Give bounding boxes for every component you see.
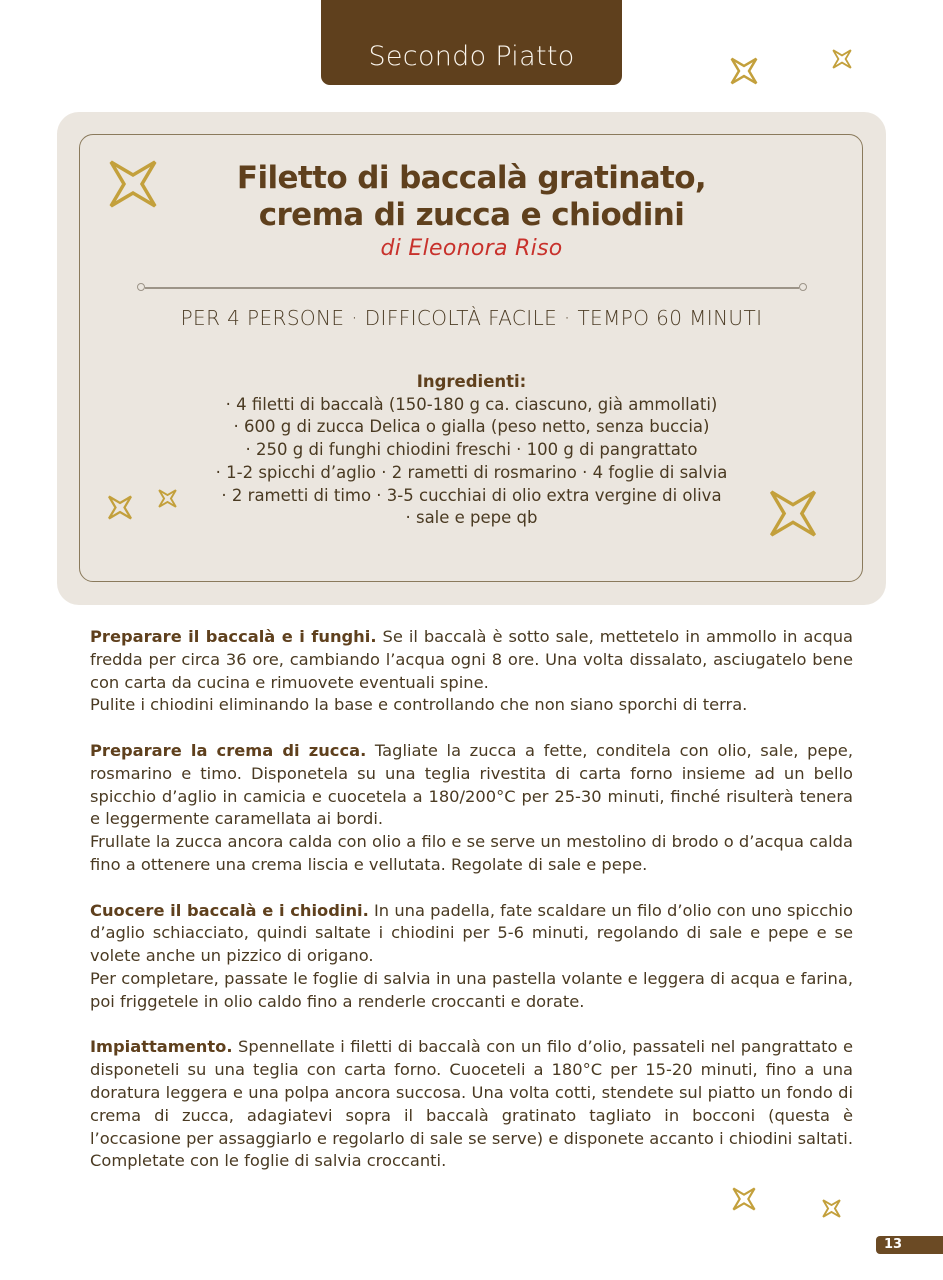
ingredient-line: · 600 g di zucca Delica o gialla (peso netto, senza buccia): [233, 417, 710, 437]
ingredient-line: · 1-2 spicchi d’aglio · 2 rametti di rosmarino · 4 foglie di salvia: [215, 462, 728, 482]
section-label: Secondo Piatto: [368, 41, 575, 72]
ingredient-line: · 2 rametti di timo · 3-5 cucchiai di olio extra vergine di oliva: [221, 485, 722, 505]
step-text: Tagliate la zucca a fette, conditela con olio, sale, pepe, rosmarino e timo. Disponetela su una teglia rivestita di carta forno insieme ad un bello spicchio d’aglio in camicia e cuocetela a 180/200°C per 25-30 minuti, finché risulterà tenera e leggermente caramellata ai bordi.: [90, 740, 853, 829]
step-text: Spennellate i filetti di baccalà con un filo d’olio, passateli nel pangrattato e disponeteli su una teglia con carta forno. Cuoceteli a 180°C per 15-20 minuti, fino a una doratura leggera e una polpa ancora succosa. Una volta cotti, stendete sul piatto un fondo di crema di zucca, adagiatevi sopra il baccalà gratinato tagliato in bocconi (questa è l’occasione per assaggiarlo e regolarlo di sale se serve) e disponete accanto i chiodini saltati. Completate con le foglie di salvia croccanti.: [90, 1037, 853, 1171]
star-icon: [822, 1199, 841, 1218]
step-text-continued: Frullate la zucca ancora calda con olio a filo e se serve un mestolino di brodo o d’acqua calda fino a ottenere una crema liscia e vellutata. Regolate di sale e pepe.: [90, 832, 853, 874]
star-icon: [832, 49, 852, 69]
step-text: In una padella, fate scaldare un filo d’olio con uno spicchio d’aglio schiacciato, quindi saltate i chiodini per 5-6 minuti, regolando di sale e pepe e se volete anche un pizzico di origano.: [90, 900, 853, 966]
step-heading: Cuocere il baccalà e i chiodini.: [90, 900, 369, 920]
ingredients-list: [0, 371, 943, 530]
recipe-author: di Eleonora Riso: [380, 236, 563, 261]
divider-line: [145, 287, 799, 289]
recipe-title: [0, 160, 943, 234]
step-heading: Preparare il baccalà e i funghi.: [90, 627, 377, 646]
step-heading: Preparare la crema di zucca.: [90, 740, 367, 760]
recipe-meta: PER 4 PERSONE · DIFFICOLTÀ FACILE · TEMPO 60 MINUTI: [180, 306, 763, 330]
step-text: Se il baccalà è sotto sale, mettetelo in ammollo in acqua fredda per circa 36 ore, cambiando l’acqua ogni 8 ore. Una volta dissalato, asciugatelo bene con carta da cucina e rimuovete eventuali spine.: [90, 627, 853, 692]
step-paragraph: [90, 900, 853, 1014]
divider-dot-left: [137, 283, 145, 291]
step-paragraph: [90, 740, 853, 877]
decorative-divider: [137, 283, 807, 293]
divider-dot-right: [799, 283, 807, 291]
page-number: 13: [876, 1236, 943, 1254]
step-heading: Impiattamento.: [90, 1037, 233, 1057]
step-paragraph: [90, 626, 853, 717]
step-text-continued: Pulite i chiodini eliminando la base e controllando che non siano sporchi di terra.: [90, 695, 748, 715]
recipe-title-line1: Filetto di baccalà gratinato,: [236, 160, 707, 196]
ingredient-line: · 4 filetti di baccalà (150-180 g ca. ciascuno, già ammollati): [225, 394, 718, 414]
step-paragraph: [90, 1036, 853, 1173]
star-icon: [732, 1187, 756, 1211]
ingredients-title: Ingredienti:: [416, 372, 527, 391]
recipe-steps: [90, 626, 853, 1196]
star-icon: [730, 57, 758, 85]
ingredient-line: · sale e pepe qb: [405, 508, 538, 528]
step-text-continued: Per completare, passate le foglie di salvia in una pastella volante e leggera di acqua e farina, poi friggetele in olio caldo fino a renderle croccanti e dorate.: [90, 968, 853, 1011]
recipe-title-line2: crema di zucca e chiodini: [258, 197, 685, 233]
section-header-tab: [321, 0, 622, 85]
ingredient-line: · 250 g di funghi chiodini freschi · 100 g di pangrattato: [245, 440, 698, 460]
